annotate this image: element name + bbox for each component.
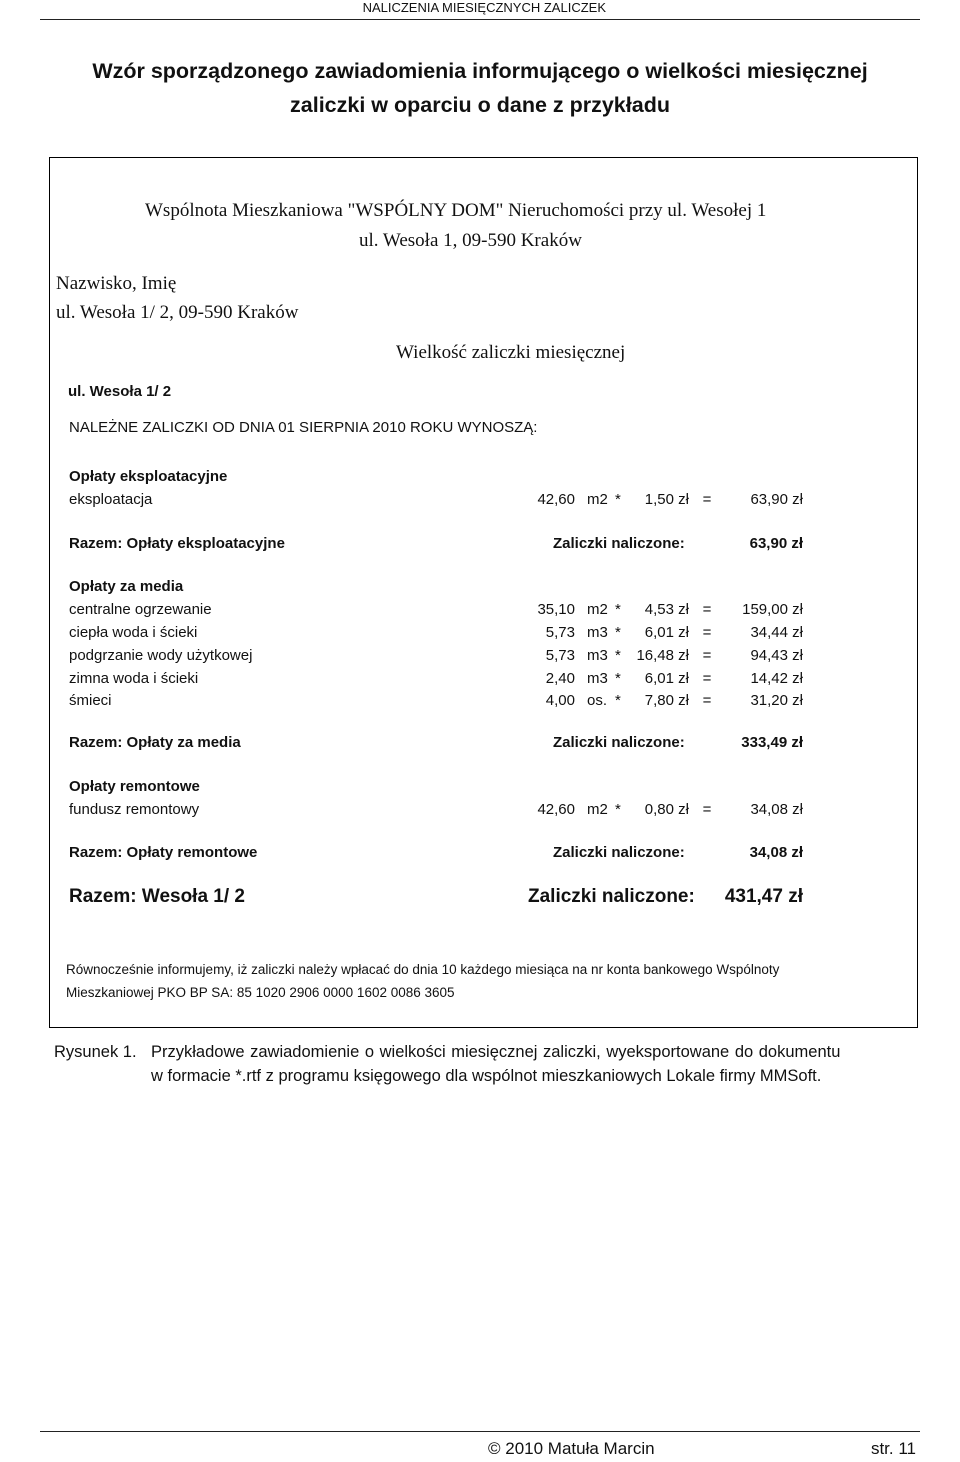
fee-multiply: * bbox=[615, 491, 621, 508]
section-title-media: Opłaty za media bbox=[69, 578, 184, 595]
fee-unit: m2 bbox=[587, 801, 608, 818]
fee-unit: m2 bbox=[587, 601, 608, 618]
fee-total: 34,08 zł bbox=[750, 801, 803, 818]
fee-equals: = bbox=[702, 624, 712, 641]
fee-equals: = bbox=[702, 670, 712, 687]
fee-multiply: * bbox=[615, 801, 621, 818]
notice-heading: Wielkość zaliczki miesięcznej bbox=[396, 342, 626, 363]
grand-total-mid-label: Zaliczki naliczone: bbox=[528, 886, 695, 907]
payment-info-line-1: Równocześnie informujemy, iż zaliczki należy wpłacać do dnia 10 każdego miesiąca na nr konta bankowego Wspólnoty bbox=[66, 962, 780, 977]
fee-row bbox=[69, 491, 809, 513]
notice-intro: NALEŻNE ZALICZKI OD DNIA 01 SIERPNIA 2010 ROKU WYNOSZĄ: bbox=[69, 419, 538, 436]
fee-name: centralne ogrzewanie bbox=[69, 601, 212, 618]
fee-row bbox=[69, 692, 809, 714]
fee-row bbox=[69, 670, 809, 692]
header-rule bbox=[40, 19, 920, 20]
summary-mid-label: Zaliczki naliczone: bbox=[553, 734, 685, 751]
summary-total: 34,08 zł bbox=[749, 844, 803, 861]
fee-unit: m2 bbox=[587, 491, 608, 508]
community-name: Wspólnota Mieszkaniowa "WSPÓLNY DOM" Nieruchomości przy ul. Wesołej 1 bbox=[145, 200, 767, 221]
fee-qty: 42,60 bbox=[537, 491, 575, 508]
grand-total-label: Razem: Wesoła 1/ 2 bbox=[69, 886, 246, 907]
section-summary bbox=[69, 535, 809, 557]
page-header: NALICZENIA MIESIĘCZNYCH ZALICZEK bbox=[362, 0, 606, 15]
figure-caption-label: Rysunek 1. bbox=[54, 1043, 137, 1061]
fee-equals: = bbox=[702, 692, 712, 709]
fee-total: 63,90 zł bbox=[750, 491, 803, 508]
fee-name: fundusz remontowy bbox=[69, 801, 200, 818]
fee-qty: 2,40 bbox=[545, 670, 575, 687]
summary-total: 333,49 zł bbox=[741, 734, 803, 751]
fee-qty: 5,73 bbox=[545, 624, 575, 641]
fee-name: śmieci bbox=[69, 692, 112, 709]
fee-qty: 4,00 bbox=[545, 692, 575, 709]
fee-price: 16,48 zł bbox=[636, 647, 689, 664]
summary-mid-label: Zaliczki naliczone: bbox=[553, 535, 685, 552]
summary-label: Razem: Opłaty eksploatacyjne bbox=[69, 535, 285, 552]
fee-price: 6,01 zł bbox=[644, 670, 689, 687]
fee-name: zimna woda i ścieki bbox=[69, 670, 199, 687]
footer-rule bbox=[40, 1431, 920, 1432]
fee-total: 159,00 zł bbox=[742, 601, 803, 618]
fee-row bbox=[69, 624, 809, 646]
fee-unit: m3 bbox=[587, 647, 608, 664]
fee-unit: m3 bbox=[587, 624, 608, 641]
summary-label: Razem: Opłaty za media bbox=[69, 734, 241, 751]
section-title-operating: Opłaty eksploatacyjne bbox=[69, 468, 228, 485]
fee-equals: = bbox=[702, 491, 712, 508]
fee-name: podgrzanie wody użytkowej bbox=[69, 647, 253, 664]
fee-price: 1,50 zł bbox=[644, 491, 689, 508]
fee-total: 14,42 zł bbox=[750, 670, 803, 687]
fee-unit: os. bbox=[587, 692, 608, 709]
figure-caption-line-2: w formacie *.rtf z programu księgowego dla wspólnot mieszkaniowych Lokale firmy MMSoft. bbox=[151, 1067, 822, 1085]
payment-info-line-2: Mieszkaniowej PKO BP SA: 85 1020 2906 0000 1602 0086 3605 bbox=[66, 985, 455, 1000]
fee-price: 7,80 zł bbox=[644, 692, 689, 709]
community-address: ul. Wesoła 1, 09-590 Kraków bbox=[359, 230, 582, 251]
fee-name: ciepła woda i ścieki bbox=[69, 624, 198, 641]
fee-equals: = bbox=[702, 601, 712, 618]
unit-label: ul. Wesoła 1/ 2 bbox=[68, 383, 172, 400]
fee-multiply: * bbox=[615, 647, 621, 664]
fee-equals: = bbox=[702, 647, 712, 664]
fee-price: 6,01 zł bbox=[644, 624, 689, 641]
fee-price: 0,80 zł bbox=[644, 801, 689, 818]
grand-total-value: 431,47 zł bbox=[724, 886, 803, 907]
fee-qty: 42,60 bbox=[537, 801, 575, 818]
recipient-address: ul. Wesoła 1/ 2, 09-590 Kraków bbox=[56, 302, 299, 323]
fee-price: 4,53 zł bbox=[644, 601, 689, 618]
fee-multiply: * bbox=[615, 692, 621, 709]
section-summary bbox=[69, 844, 809, 866]
fee-qty: 35,10 bbox=[537, 601, 575, 618]
page-title-line-2: zaliczki w oparciu o dane z przykładu bbox=[290, 93, 670, 117]
fee-equals: = bbox=[702, 801, 712, 818]
fee-total: 31,20 zł bbox=[750, 692, 803, 709]
fee-row bbox=[69, 647, 809, 669]
fee-qty: 5,73 bbox=[545, 647, 575, 664]
footer-copyright: © 2010 Matuła Marcin bbox=[488, 1439, 655, 1458]
fee-total: 34,44 zł bbox=[750, 624, 803, 641]
summary-label: Razem: Opłaty remontowe bbox=[69, 844, 258, 861]
figure-caption-line-1: Przykładowe zawiadomienie o wielkości miesięcznej zaliczki, wyeksportowane do dokumentu bbox=[151, 1043, 841, 1061]
summary-total: 63,90 zł bbox=[749, 535, 803, 552]
page-title-line-1: Wzór sporządzonego zawiadomienia informującego o wielkości miesięcznej bbox=[92, 59, 868, 83]
fee-multiply: * bbox=[615, 670, 621, 687]
fee-row bbox=[69, 601, 809, 623]
fee-multiply: * bbox=[615, 624, 621, 641]
section-title-repairs: Opłaty remontowe bbox=[69, 778, 200, 795]
fee-row bbox=[69, 801, 809, 823]
recipient-name: Nazwisko, Imię bbox=[56, 273, 177, 294]
summary-mid-label: Zaliczki naliczone: bbox=[553, 844, 685, 861]
fee-unit: m3 bbox=[587, 670, 608, 687]
footer-page-number: str. 11 bbox=[870, 1439, 916, 1458]
fee-multiply: * bbox=[615, 601, 621, 618]
fee-total: 94,43 zł bbox=[750, 647, 803, 664]
section-summary bbox=[69, 734, 809, 756]
fee-name: eksploatacja bbox=[69, 491, 153, 508]
